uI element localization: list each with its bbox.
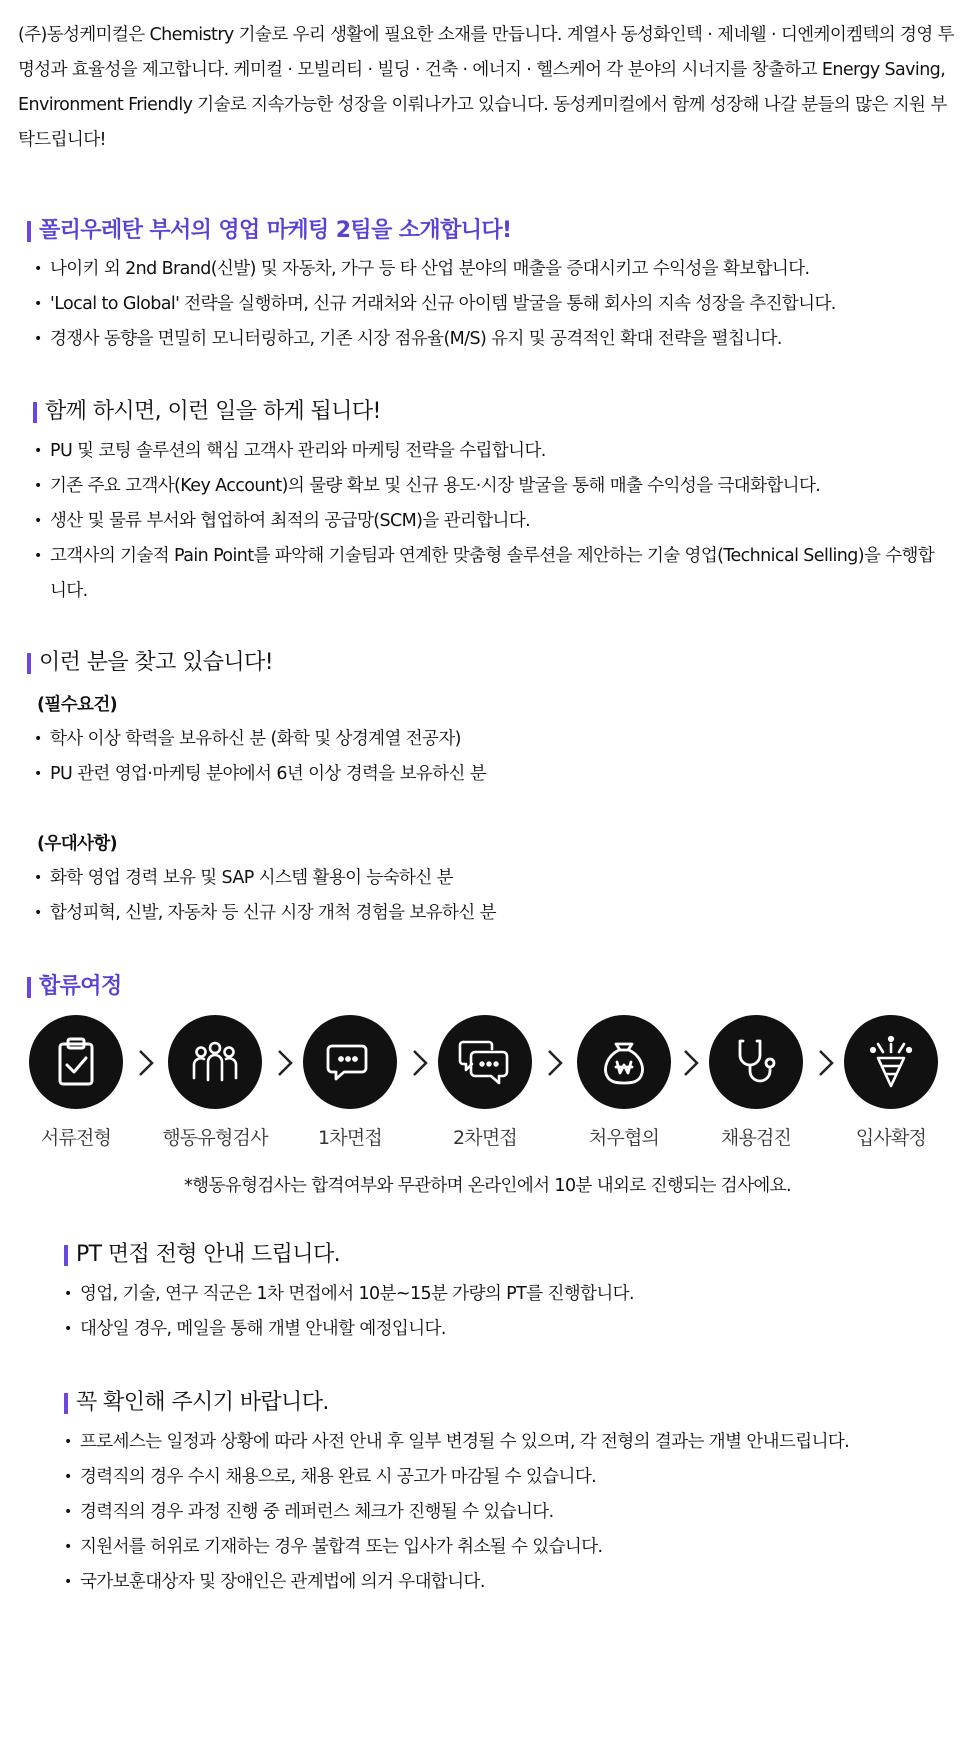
list-item: • 고객사의 기술적 Pain Point를 파악해 기술팀과 연계한 맞춤형 솔루션을 제안하는 기술 영업(Technical Selling)을 수행합니다. bbox=[20, 539, 950, 609]
list-item: • 기존 주요 고객사(Key Account)의 물량 확보 및 신규 용도·시장 발굴을 통해 매출 수익성을 극대화합니다. bbox=[20, 469, 950, 504]
list-item: • PU 관련 영업·마케팅 분야에서 6년 이상 경력을 보유하신 분 bbox=[20, 757, 486, 792]
seek-section-title: 이런 분을 찾고 있습니다! bbox=[27, 648, 273, 678]
list-item: • 합성피혁, 신발, 자동차 등 신규 시장 개척 경험을 보유하신 분 bbox=[20, 896, 496, 931]
step-label: 입사확정 bbox=[855, 1127, 927, 1149]
step-label: 행동유형검사 bbox=[162, 1127, 268, 1149]
list-item: • PU 및 코팅 솔루션의 핵심 고객사 관리와 마케팅 전략을 수립합니다. bbox=[20, 434, 950, 469]
preferred-heading: (우대사항) bbox=[37, 834, 118, 854]
step-document-screening bbox=[16, 1015, 136, 1150]
step-label: 채용검진 bbox=[720, 1127, 792, 1149]
list-item: • 학사 이상 학력을 보유하신 분 (화학 및 상경계열 전공자) bbox=[20, 722, 486, 757]
step-first-interview bbox=[290, 1015, 410, 1150]
list-item: • 경력직의 경우 수시 채용으로, 채용 완료 시 공고가 마감될 수 있습니다. bbox=[50, 1460, 849, 1495]
chevron-right-icon bbox=[545, 1045, 565, 1081]
money-bag-icon bbox=[577, 1015, 671, 1109]
pt-list bbox=[50, 1277, 634, 1347]
list-item: • 프로세스는 일정과 상황에 따라 사전 안내 후 일부 변경될 수 있으며, 각 전형의 결과는 개별 안내드립니다. bbox=[50, 1425, 849, 1460]
list-item: • 생산 및 물류 부서와 협업하여 최적의 공급망(SCM)을 관리합니다. bbox=[20, 504, 950, 539]
process-section-title: 합류여정 bbox=[27, 972, 122, 1002]
step-hire-confirmation bbox=[831, 1015, 951, 1150]
list-item: • 영업, 기술, 연구 직군은 1차 면접에서 10분~15분 가량의 PT를 진행합니다. bbox=[50, 1277, 634, 1312]
preferred-list bbox=[20, 861, 496, 931]
list-item: • 화학 영업 경력 보유 및 SAP 시스템 활용이 능숙하신 분 bbox=[20, 861, 496, 896]
list-item: • 경력직의 경우 과정 진행 중 레퍼런스 체크가 진행될 수 있습니다. bbox=[50, 1495, 849, 1530]
speech-bubble-icon bbox=[303, 1015, 397, 1109]
team-list bbox=[20, 252, 836, 357]
party-popper-icon bbox=[844, 1015, 938, 1109]
list-item: • 대상일 경우, 메일을 통해 개별 안내할 예정입니다. bbox=[50, 1312, 634, 1347]
check-list bbox=[50, 1425, 849, 1600]
stethoscope-icon bbox=[709, 1015, 803, 1109]
chevron-right-icon bbox=[136, 1045, 156, 1081]
step-salary-negotiation bbox=[564, 1015, 684, 1150]
pt-section-title: PT 면접 전형 안내 드립니다. bbox=[64, 1240, 340, 1270]
work-list bbox=[20, 434, 950, 609]
step-second-interview bbox=[425, 1015, 545, 1150]
check-section-title: 꼭 확인해 주시기 바랍니다. bbox=[64, 1388, 329, 1418]
list-item: • 국가보훈대상자 및 장애인은 관계법에 의거 우대합니다. bbox=[50, 1565, 849, 1600]
work-section-title: 함께 하시면, 이런 일을 하게 됩니다! bbox=[33, 397, 381, 427]
step-label: 서류전형 bbox=[40, 1127, 112, 1149]
group-people-icon bbox=[168, 1015, 262, 1109]
step-label: 1차면접 bbox=[318, 1127, 382, 1149]
team-section-title: 폴리우레탄 부서의 영업 마케팅 2팀을 소개합니다! bbox=[27, 216, 511, 246]
list-item: • 경쟁사 동향을 면밀히 모니터링하고, 기존 시장 점유율(M/S) 유지 및 공격적인 확대 전략을 펼칩니다. bbox=[20, 322, 836, 357]
step-medical-check bbox=[696, 1015, 816, 1150]
process-steps bbox=[30, 1015, 960, 1155]
clipboard-check-icon bbox=[29, 1015, 123, 1109]
required-list bbox=[20, 722, 486, 792]
list-item: • 나이키 외 2nd Brand(신발) 및 자동차, 가구 등 타 산업 분야의 매출을 증대시키고 수익성을 확보합니다. bbox=[20, 252, 836, 287]
step-behavior-test bbox=[155, 1015, 275, 1150]
step-label: 2차면접 bbox=[453, 1127, 517, 1149]
list-item: • 'Local to Global' 전략을 실행하며, 신규 거래처와 신규 아이템 발굴을 통해 회사의 지속 성장을 추진합니다. bbox=[20, 287, 836, 322]
intro-paragraph: (주)동성케미컬은 Chemistry 기술로 우리 생활에 필요한 소재를 만듭니다. 계열사 동성화인텍 · 제네웰 · 디엔케이켐텍의 경영 투명성과 효율성을 제고합니다. 케미컬 · 모빌리티 · 빌딩 · 건축 · 에너지 · 헬스케어 각 분야의 시너지를 창출하고 Energy Saving, Environment Friendly 기술로 지속가능한 성장을 이뤄나가고 있습니다. 동성케미컬에서 함께 성장해 나갈 분들의 많은 지원 부탁드립니다! bbox=[18, 25, 954, 150]
speech-bubbles-icon bbox=[438, 1015, 532, 1109]
required-heading: (필수요건) bbox=[37, 695, 118, 715]
step-label: 처우협의 bbox=[588, 1127, 660, 1149]
list-item: • 지원서를 허위로 기재하는 경우 불합격 또는 입사가 취소될 수 있습니다. bbox=[50, 1530, 849, 1565]
process-note: *행동유형검사는 합격여부와 무관하며 온라인에서 10분 내외로 진행되는 검사에요. bbox=[184, 1176, 791, 1196]
